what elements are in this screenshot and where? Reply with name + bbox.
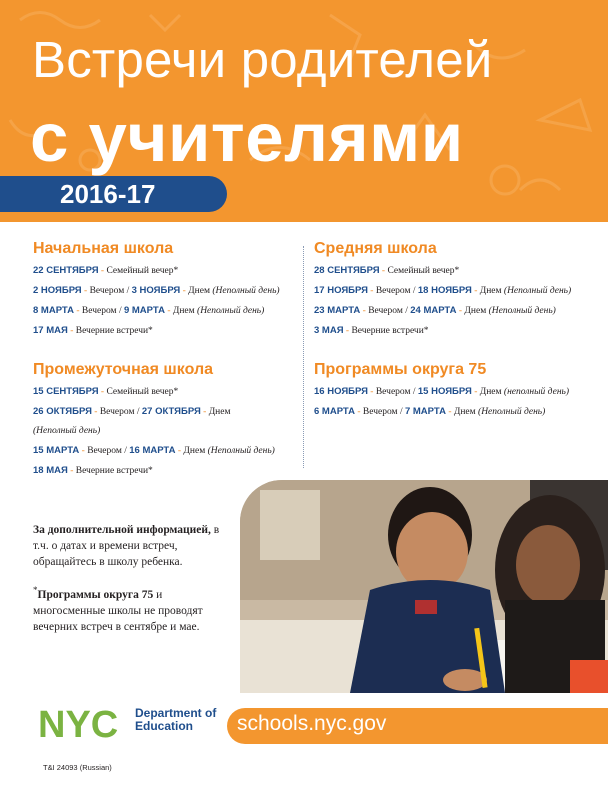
section-title: Программы округа 75 — [314, 361, 487, 378]
event-text: Днем — [453, 407, 476, 417]
section-title: Средняя школа — [314, 240, 437, 257]
event-text: Вечером — [87, 446, 122, 456]
date: 23 МАРТА — [314, 305, 361, 316]
schedule-line: 2 НОЯБРЯ - Вечером / 3 НОЯБРЯ - Днем (Неполный день) — [33, 285, 280, 296]
event-text: Днем — [172, 306, 195, 316]
dept-line1: Department of — [135, 706, 217, 720]
date: 26 ОКТЯБРЯ — [33, 406, 92, 417]
date: 3 МАЯ — [314, 325, 344, 336]
date: 18 НОЯБРЯ — [417, 285, 472, 296]
event-text: Вечером — [375, 286, 411, 296]
note: (Неполный день) — [207, 446, 275, 456]
note: (Неполный день) — [197, 306, 265, 316]
title-line2: с учителями — [30, 99, 464, 176]
schedule-line: 16 НОЯБРЯ - Вечером / 15 НОЯБРЯ - Днем (неполный день) — [314, 386, 570, 397]
schedule-line: 18 МАЯ - Вечерние встречи* — [33, 465, 153, 476]
title-line1: Встречи родителей — [32, 31, 493, 88]
event-text: Днем — [188, 286, 210, 296]
website-link[interactable]: schools.nyc.gov — [237, 712, 387, 735]
district75-section — [314, 361, 569, 422]
date: 22 СЕНТЯБРЯ — [33, 265, 99, 276]
info-paragraph — [33, 582, 233, 635]
event-text: Вечером — [89, 286, 125, 296]
note: (Неполный день) — [478, 407, 546, 417]
date: 15 НОЯБРЯ — [417, 386, 472, 397]
event-text: Вечерние встречи* — [75, 326, 153, 336]
schedule-line: 26 ОКТЯБРЯ - Вечером / 27 ОКТЯБРЯ - Днем — [33, 406, 231, 417]
high-section — [314, 240, 571, 341]
schedule-line: 15 СЕНТЯБРЯ - Семейный вечер* — [33, 386, 179, 397]
event-text: Вечером — [99, 407, 135, 417]
schedule-line: 3 МАЯ - Вечерние встречи* — [314, 325, 429, 336]
event-text: Днем — [464, 306, 487, 316]
column-divider — [303, 246, 304, 468]
schedule-line: 28 СЕНТЯБРЯ - Семейный вечер* — [314, 265, 460, 276]
date: 9 МАРТА — [123, 305, 165, 316]
event-text: Вечером — [375, 387, 411, 397]
logo-text: NYC — [38, 706, 119, 740]
dept-line2: Education — [135, 719, 194, 733]
event-text: Семейный вечер* — [106, 387, 179, 397]
event-text: Вечерние встречи* — [351, 326, 429, 336]
event-text: Вечером — [368, 306, 403, 316]
event-text: Семейный вечер* — [106, 266, 179, 276]
date: 24 МАРТА — [410, 305, 457, 316]
note: (Неполный день) — [33, 426, 101, 436]
date: 17 НОЯБРЯ — [314, 285, 368, 296]
schedule-line — [33, 422, 275, 441]
date: 16 НОЯБРЯ — [314, 386, 368, 397]
middle-section — [33, 361, 275, 481]
schedule-line: 17 НОЯБРЯ - Вечером / 18 НОЯБРЯ - Днем (Неполный день) — [314, 285, 572, 296]
student-teacher-photo — [240, 480, 608, 693]
info-paragraph — [33, 522, 233, 570]
note: (неполный день) — [503, 387, 570, 397]
elementary-section — [33, 240, 280, 341]
event-text: Вечерние встречи* — [75, 466, 153, 476]
date: 6 МАРТА — [314, 406, 355, 417]
date: 15 МАРТА — [33, 445, 80, 456]
schedule-line: 6 МАРТА - Вечером / 7 МАРТА - Днем (Неполный день) — [314, 406, 546, 417]
date: 16 МАРТА — [129, 445, 176, 456]
note: (Неполный день) — [212, 286, 280, 296]
date: 18 МАЯ — [33, 465, 68, 476]
date: 7 МАРТА — [404, 406, 446, 417]
note: (Неполный день) — [503, 286, 572, 296]
note: (Неполный день) — [488, 306, 556, 316]
date: 3 НОЯБРЯ — [131, 285, 181, 296]
event-text: Днем — [208, 407, 231, 417]
info-text: и многосменные школы не проводят вечерних встреч в сентябре и мае. — [33, 588, 203, 633]
event-text: Днем — [479, 387, 502, 397]
schedule-line: 23 МАРТА - Вечером / 24 МАРТА - Днем (Неполный день) — [314, 305, 556, 316]
section-title: Промежуточная школа — [33, 361, 213, 378]
date: 8 МАРТА — [33, 305, 74, 316]
photo-illustration — [240, 480, 608, 693]
info-block — [33, 522, 233, 647]
school-year: 2016-17 — [60, 179, 156, 209]
date: 15 СЕНТЯБРЯ — [33, 386, 99, 397]
event-text: Вечером — [81, 306, 117, 316]
event-text: Днем — [479, 286, 502, 296]
section-title: Начальная школа — [33, 240, 174, 257]
nyc-logo — [38, 706, 130, 740]
date: 28 СЕНТЯБРЯ — [314, 265, 380, 276]
schedule-line: 17 МАЯ - Вечерние встречи* — [33, 325, 153, 336]
info-bold: Программы округа 75 — [37, 588, 154, 601]
schedule-line: 15 МАРТА - Вечером / 16 МАРТА - Днем (Неполный день) — [33, 445, 275, 456]
asterisk: * — [33, 585, 38, 595]
schedule-line: 8 МАРТА - Вечером / 9 МАРТА - Днем (Неполный день) — [33, 305, 265, 316]
event-text: Днем — [183, 446, 206, 456]
department-of-education — [135, 707, 216, 733]
info-bold: За дополнительной информацией, — [33, 524, 211, 536]
schedule-line: 22 СЕНТЯБРЯ - Семейный вечер* — [33, 265, 179, 276]
date: 17 МАЯ — [33, 325, 68, 336]
document-code: T&I 24093 (Russian) — [43, 763, 112, 772]
date: 2 НОЯБРЯ — [33, 285, 82, 296]
event-text: Вечером — [362, 407, 398, 417]
date: 27 ОКТЯБРЯ — [141, 406, 201, 417]
event-text: Семейный вечер* — [387, 266, 460, 276]
info-text: в т.ч. о датах и времени встреч, обращайтесь в школу ребенка. — [33, 524, 220, 568]
